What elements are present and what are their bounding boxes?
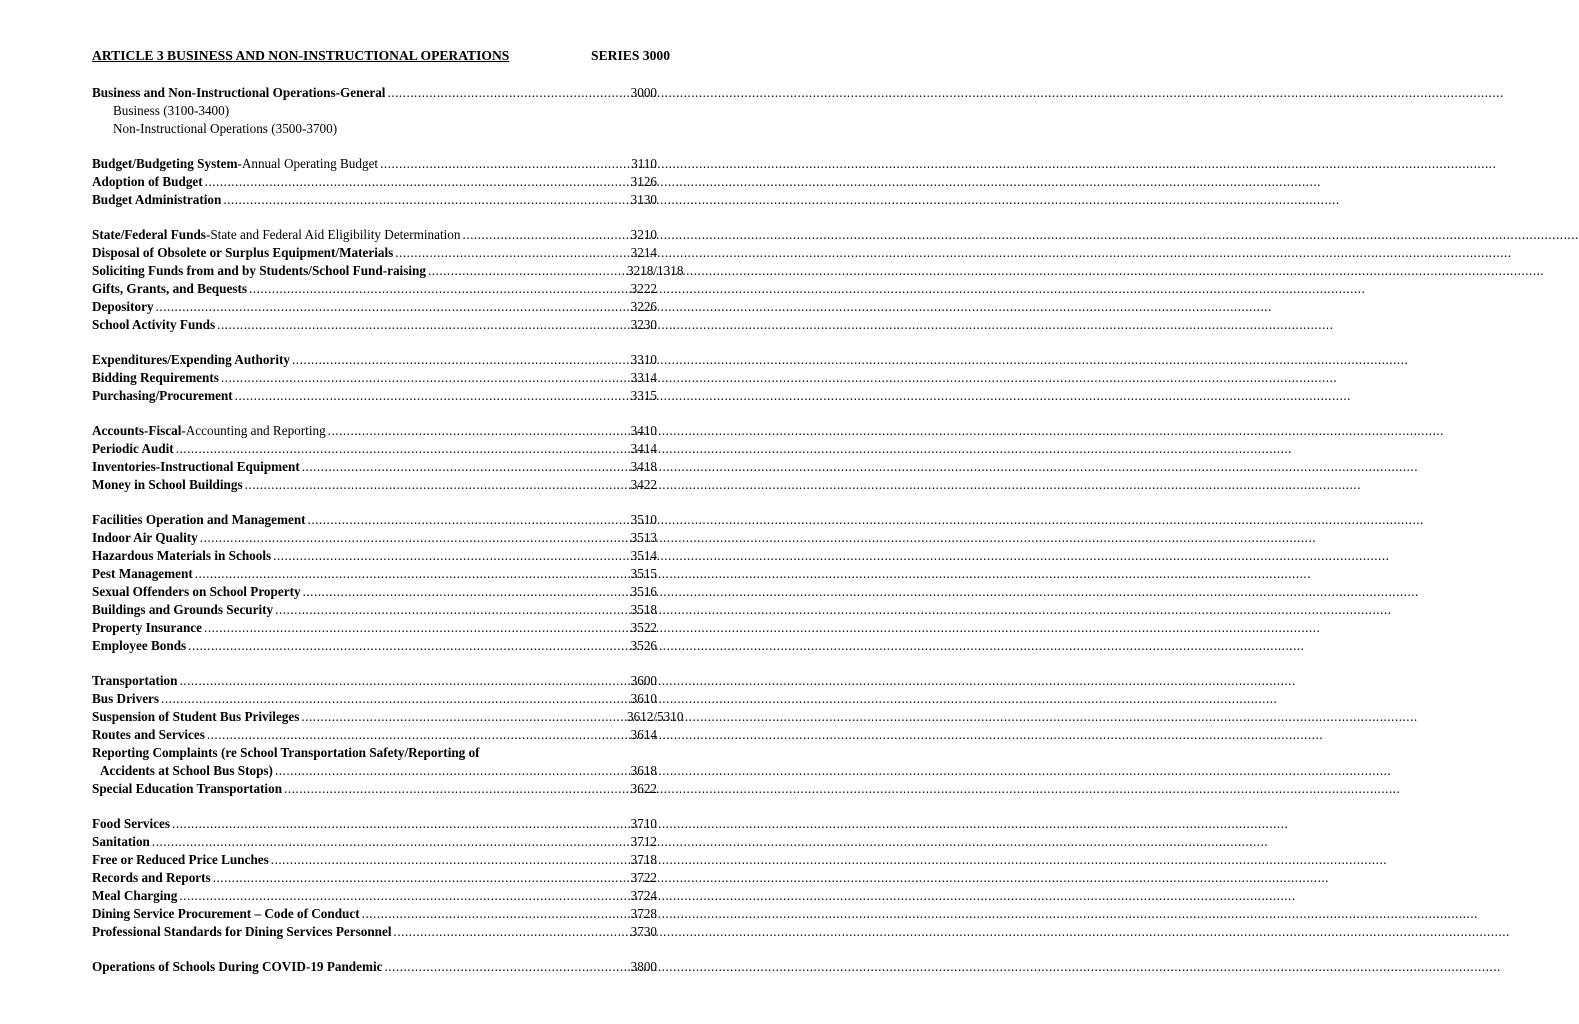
- toc-entry-title: [92, 923, 392, 941]
- document-page: [0, 0, 770, 1024]
- toc-entry: [92, 387, 657, 405]
- toc-entry-title: [92, 637, 186, 655]
- toc-entry: [92, 690, 657, 708]
- toc-entry: [92, 869, 657, 887]
- policy-code: 3612/5310: [627, 709, 684, 724]
- table-of-contents: [92, 84, 684, 993]
- toc-group: [92, 226, 684, 334]
- toc-group: [92, 958, 657, 976]
- toc-entry-title-bold: Transportation: [92, 673, 178, 688]
- toc-entry-title-bold: Dining Service Procurement – Code of Conduct: [92, 906, 360, 921]
- toc-entry-title: [92, 262, 426, 280]
- toc-entry-title-bold: Soliciting Funds from and by Students/School Fund-raising: [92, 263, 426, 278]
- toc-entry-title: [92, 387, 233, 405]
- policy-code: 3130: [630, 192, 657, 207]
- policy-code: 3514: [630, 548, 657, 563]
- toc-group: [92, 815, 657, 941]
- toc-entry-title-bold: Bidding Requirements: [92, 370, 219, 385]
- policy-code: 3712: [630, 834, 657, 849]
- toc-entry-title-bold: School Activity Funds: [92, 317, 216, 332]
- toc-entry-title: [92, 815, 170, 833]
- toc-entry: [92, 476, 657, 494]
- toc-entry-title-bold: Disposal of Obsolete or Surplus Equipment/Materials: [92, 245, 394, 260]
- toc-entry: [92, 458, 657, 476]
- toc-entry-title: [92, 84, 385, 102]
- toc-entry-title: [92, 958, 383, 976]
- dot-leader: [249, 280, 625, 298]
- toc-entry-title-bold: Budget/Budgeting System: [92, 156, 238, 171]
- toc-group: [92, 84, 657, 138]
- policy-code: 3718: [630, 852, 657, 867]
- toc-entry-title: [92, 762, 273, 780]
- toc-entry-title: [92, 369, 219, 387]
- policy-code: 3214: [630, 245, 657, 260]
- dot-leader: [394, 923, 625, 941]
- policy-code: 3226: [630, 299, 657, 314]
- toc-entry: [92, 905, 657, 923]
- dot-leader: [179, 887, 625, 905]
- policy-code: 3522: [630, 620, 657, 635]
- toc-group: [92, 672, 684, 798]
- toc-entry: [92, 815, 657, 833]
- page-header: [92, 48, 670, 64]
- toc-entry-title: [92, 887, 177, 905]
- series-label: SERIES 3000: [591, 48, 670, 63]
- toc-entry: [92, 529, 657, 547]
- toc-entry-title: [92, 244, 393, 262]
- toc-entry-title: [92, 440, 174, 458]
- dot-leader: [387, 84, 625, 102]
- toc-entry-title-bold: Routes and Services: [92, 727, 205, 742]
- toc-entry-title-bold: Employee Bonds: [92, 638, 187, 653]
- policy-code: 3618: [630, 763, 657, 778]
- policy-code: 3518: [630, 602, 657, 617]
- toc-entry-title-rest: -State and Federal Aid Eligibility Determination: [205, 227, 461, 242]
- policy-code: 3728: [630, 906, 657, 921]
- toc-entry-title-bold: Records and Reports: [92, 870, 211, 885]
- dot-leader: [217, 316, 625, 334]
- policy-code: 3710: [630, 816, 657, 831]
- toc-group: [92, 351, 657, 405]
- toc-entry: [92, 619, 657, 637]
- toc-entry: [92, 672, 657, 690]
- toc-entry: [92, 262, 684, 280]
- toc-entry-title-rest: Accounting and Reporting: [185, 423, 326, 438]
- toc-entry-title-bold: Sexual Offenders on School Property: [92, 584, 301, 599]
- policy-code: 3126: [630, 174, 657, 189]
- policy-code: 3515: [630, 566, 657, 581]
- dot-leader: [179, 672, 625, 690]
- toc-entry: [92, 191, 657, 209]
- policy-code: 3800: [630, 959, 657, 974]
- toc-entry: [92, 155, 657, 173]
- toc-entry-title-bold: Food Services: [92, 816, 171, 831]
- toc-entry-title: [92, 173, 203, 191]
- policy-code: 3230: [630, 317, 657, 332]
- toc-entry: [92, 298, 657, 316]
- toc-entry-title: [92, 547, 271, 565]
- dot-leader: [172, 815, 625, 833]
- policy-code: 3222: [630, 281, 657, 296]
- dot-leader: [156, 298, 625, 316]
- policy-code: 3622: [630, 781, 657, 796]
- dot-leader: [462, 226, 625, 244]
- dot-leader: [385, 958, 626, 976]
- dot-leader: [380, 155, 625, 173]
- toc-entry-title: [92, 191, 221, 209]
- toc-entry-title-bold: Special Education Transportation: [92, 781, 283, 796]
- policy-code: 3510: [630, 512, 657, 527]
- toc-entry-title: [92, 298, 154, 316]
- toc-entry-title-bold: Sanitation: [92, 834, 150, 849]
- toc-entry-title-bold: Money in School Buildings: [92, 477, 243, 492]
- dot-leader: [195, 565, 625, 583]
- dot-leader: [161, 690, 625, 708]
- toc-entry-title-bold: Business and Non-Instructional Operations-General: [92, 85, 386, 100]
- toc-entry-title-bold: Operations of Schools During COVID-19 Pandemic: [92, 959, 383, 974]
- toc-entry: [92, 762, 657, 780]
- toc-entry-title-bold: Inventories-Instructional Equipment: [92, 459, 300, 474]
- dot-leader: [152, 833, 625, 851]
- toc-entry: [92, 244, 657, 262]
- toc-entry: [92, 369, 657, 387]
- toc-entry: [92, 923, 657, 941]
- toc-entry: [92, 440, 657, 458]
- policy-code: 3730: [630, 924, 657, 939]
- toc-entry-title-bold: Purchasing/Procurement: [92, 388, 233, 403]
- dot-leader: [200, 529, 625, 547]
- toc-entry-title-bold: Free or Reduced Price Lunches: [92, 852, 269, 867]
- toc-entry: [92, 601, 657, 619]
- toc-entry: [92, 565, 657, 583]
- toc-entry-title: [92, 422, 326, 440]
- dot-leader: [176, 440, 625, 458]
- toc-entry-title: [92, 672, 177, 690]
- toc-entry: [92, 280, 657, 298]
- toc-entry: [92, 851, 657, 869]
- toc-entry-title: [92, 529, 198, 547]
- toc-entry: [92, 726, 657, 744]
- toc-entry-title: [92, 565, 193, 583]
- toc-entry-title-bold: Periodic Audit: [92, 441, 174, 456]
- toc-entry-title-bold: Hazardous Materials in Schools: [92, 548, 272, 563]
- dot-leader: [275, 762, 625, 780]
- policy-code: 3513: [630, 530, 657, 545]
- toc-entry-title: [92, 155, 378, 173]
- policy-code: 3210: [630, 227, 657, 242]
- toc-entry-title: [92, 905, 360, 923]
- dot-leader: [308, 511, 625, 529]
- toc-entry: [92, 708, 684, 726]
- toc-entry-title: [92, 851, 269, 869]
- toc-entry-title-bold: Professional Standards for Dining Services Personnel: [92, 924, 392, 939]
- toc-entry-title: [92, 690, 159, 708]
- dot-leader: [188, 637, 625, 655]
- policy-code: 3314: [630, 370, 657, 385]
- policy-code: 3422: [630, 477, 657, 492]
- dot-leader: [292, 351, 625, 369]
- toc-entry: [92, 351, 657, 369]
- toc-entry-title-bold: Accounts-Fiscal-: [92, 423, 186, 438]
- toc-entry: [92, 173, 657, 191]
- toc-entry-title-bold: State/Federal Funds: [92, 227, 206, 242]
- policy-code: 3600: [630, 673, 657, 688]
- dot-leader: [204, 619, 625, 637]
- toc-subentry: Business (3100-3400): [113, 103, 230, 118]
- policy-code: 3516: [630, 584, 657, 599]
- toc-group: [92, 155, 657, 209]
- dot-leader: [275, 601, 625, 619]
- toc-entry-title-bold: Indoor Air Quality: [92, 530, 198, 545]
- toc-entry-title-bold: Depository: [92, 299, 154, 314]
- toc-entry-title: [92, 619, 202, 637]
- policy-code: 3724: [630, 888, 657, 903]
- toc-entry-title: [92, 280, 247, 298]
- toc-entry: [92, 887, 657, 905]
- dot-leader: [303, 583, 625, 601]
- dot-leader: [221, 369, 625, 387]
- dot-leader: [207, 726, 625, 744]
- dot-leader: [235, 387, 625, 405]
- dot-leader: [205, 173, 625, 191]
- toc-entry: [92, 637, 657, 655]
- dot-leader: [273, 547, 625, 565]
- toc-entry: [92, 547, 657, 565]
- policy-code: 3410: [630, 423, 657, 438]
- dot-leader: [213, 869, 625, 887]
- toc-entry-title-bold: Accidents at School Bus Stops): [100, 763, 273, 778]
- toc-entry-title: [92, 708, 299, 726]
- toc-group: [92, 511, 657, 655]
- toc-entry-line: Reporting Complaints (re School Transportation Safety/Reporting of: [92, 745, 480, 760]
- dot-leader: [428, 262, 625, 280]
- toc-entry-title-bold: Bus Drivers: [92, 691, 160, 706]
- toc-entry-title-bold: Buildings and Grounds Security: [92, 602, 274, 617]
- toc-entry-title: [92, 833, 150, 851]
- toc-entry-title-bold: Facilities Operation and Management: [92, 512, 306, 527]
- toc-entry: [92, 780, 657, 798]
- policy-code: 3614: [630, 727, 657, 742]
- toc-entry-title: [92, 351, 290, 369]
- dot-leader: [395, 244, 625, 262]
- toc-entry: [92, 84, 657, 102]
- dot-leader: [271, 851, 625, 869]
- toc-entry-title-bold: Adoption of Budget: [92, 174, 203, 189]
- toc-entry-title: [92, 869, 211, 887]
- toc-entry-title-bold: Suspension of Student Bus Privileges: [92, 709, 300, 724]
- toc-entry-title: [92, 583, 301, 601]
- toc-entry-title-bold: Gifts, Grants, and Bequests: [92, 281, 247, 296]
- toc-subentry: Non-Instructional Operations (3500-3700): [113, 121, 338, 136]
- dot-leader: [301, 708, 625, 726]
- toc-entry: [92, 583, 657, 601]
- toc-entry: [92, 226, 657, 244]
- policy-code: 3722: [630, 870, 657, 885]
- dot-leader: [245, 476, 625, 494]
- policy-code: 3000: [630, 85, 657, 100]
- policy-code: 3218/1318: [627, 263, 684, 278]
- dot-leader: [223, 191, 625, 209]
- toc-entry-title: [92, 511, 306, 529]
- policy-code: 3315: [630, 388, 657, 403]
- article-title: ARTICLE 3 BUSINESS AND NON-INSTRUCTIONAL OPERATIONS: [92, 48, 510, 63]
- toc-entry-title: [92, 316, 215, 334]
- policy-code: 3310: [630, 352, 657, 367]
- toc-entry-title-bold: Pest Management: [92, 566, 193, 581]
- dot-leader: [284, 780, 625, 798]
- toc-entry: [92, 511, 657, 529]
- toc-entry-title-bold: Property Insurance: [92, 620, 203, 635]
- toc-entry-title: [92, 226, 460, 244]
- toc-group: [92, 422, 657, 494]
- toc-entry: [92, 316, 657, 334]
- policy-code: 3414: [630, 441, 657, 456]
- toc-entry-title: [92, 601, 273, 619]
- policy-code: 3110: [631, 156, 657, 171]
- toc-entry-title: [92, 458, 300, 476]
- toc-entry-title-bold: Expenditures/Expending Authority: [92, 352, 290, 367]
- toc-entry-title-bold: Budget Administration: [92, 192, 222, 207]
- toc-entry-title-bold: Meal Charging: [92, 888, 178, 903]
- policy-code: 3418: [630, 459, 657, 474]
- policy-code: 3610: [630, 691, 657, 706]
- dot-leader: [302, 458, 625, 476]
- dot-leader: [328, 422, 625, 440]
- toc-entry: [92, 958, 657, 976]
- toc-entry: [92, 833, 657, 851]
- dot-leader: [362, 905, 625, 923]
- policy-code: 3526: [630, 638, 657, 653]
- toc-entry-title: [92, 726, 205, 744]
- toc-entry-title: [92, 780, 282, 798]
- toc-entry: [92, 422, 657, 440]
- toc-entry-title-rest: -Annual Operating Budget: [237, 156, 379, 171]
- toc-entry-title: [92, 476, 243, 494]
